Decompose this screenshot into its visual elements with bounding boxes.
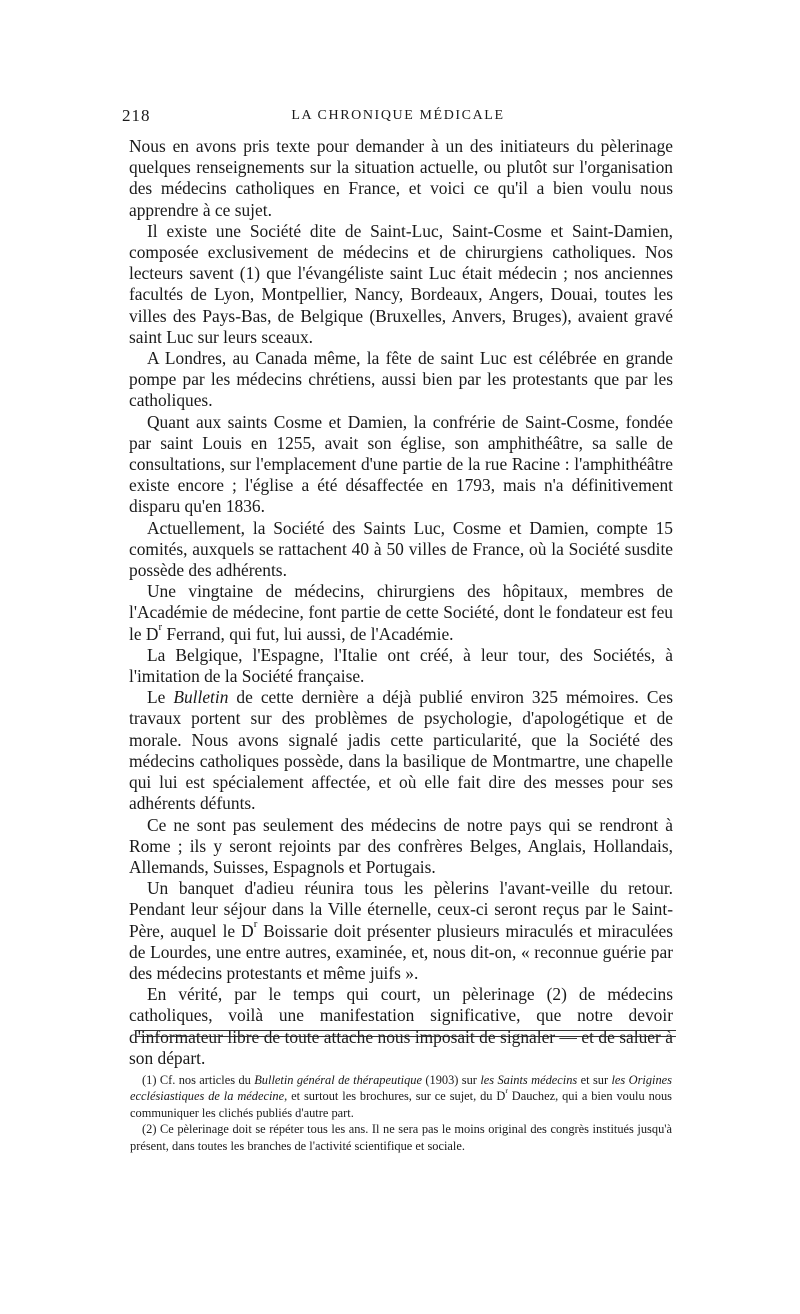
- footnote-1-text-a: (1) Cf. nos articles du: [142, 1073, 255, 1087]
- paragraph-4: Quant aux saints Cosme et Damien, la confrérie de Saint-Cosme, fondée par saint Louis en 1255, avait son église, son amphithéâtre, sa salle de consultations, sur l'emplacement d'une partie de la rue Racine : l'amphithéâtre existe encore ; l'église a été désaffectée en 1793, mais n'a définitivement disparu qu'en 1836.: [129, 411, 673, 517]
- paragraph-8: [129, 687, 673, 814]
- footnote-1-italic-1: Bulletin général de thérapeutique: [254, 1073, 422, 1087]
- footnote-divider-bottom: [136, 1036, 676, 1037]
- footnote-1-italic-2: les Saints médecins: [480, 1073, 578, 1087]
- footnote-1-text-c: et sur: [577, 1073, 612, 1087]
- running-title: LA CHRONIQUE MÉDICALE: [291, 108, 505, 123]
- footnote-divider-top: [136, 1030, 676, 1031]
- paragraph-10-text-a: Un banquet d'adieu réunira tous les pèlerins l'avant-veille du retour. Pendant leur séjour dans la Ville éternelle, ceux-ci seront reçus par le Saint-Père, auquel le D: [129, 878, 673, 941]
- paragraph-8-text-b: de cette dernière a déjà publié environ 325 mémoires. Ces travaux portent sur des problèmes de psychologie, d'apologétique et de morale. Nous avons signalé jadis cette particularité, que la Société des médecins catholiques possède, dans la basilique de Montmartre, une chapelle qui lui est spécialement affectée, et où elle fait dire des messes pour ses adhérents défunts.: [129, 687, 673, 814]
- paragraph-10: [129, 878, 673, 984]
- paragraph-6-text-a: Une vingtaine de médecins, chirurgiens des hôpitaux, membres de l'Académie de médecine, font partie de cette Société, dont le fondateur est feu le D: [129, 581, 673, 644]
- paragraph-3: A Londres, au Canada même, la fête de saint Luc est célébrée en grande pompe par les médecins chrétiens, aussi bien par les protestants que par les catholiques.: [129, 348, 673, 411]
- paragraph-6: [129, 581, 673, 645]
- paragraph-8-italic: Bulletin: [173, 687, 229, 708]
- paragraph-7: La Belgique, l'Espagne, l'Italie ont créé, à leur tour, des Sociétés, à l'imitation de la Société française.: [129, 644, 673, 687]
- footnotes: [130, 1072, 672, 1154]
- paragraph-9: Ce ne sont pas seulement des médecins de notre pays qui se rendront à Rome ; ils y seront rejoints par des confrères Belges, Anglais, Hollandais, Allemands, Suisses, Espagnols et Portugais.: [129, 814, 673, 877]
- paragraph-5: Actuellement, la Société des Saints Luc, Cosme et Damien, compte 15 comités, auxquels se rattachent 40 à 50 villes de France, où la Société susdite possède des adhérents.: [129, 517, 673, 581]
- footnote-1: [130, 1072, 672, 1121]
- footnote-1-text-d: , et surtout les brochures, sur ce sujet, du D: [284, 1089, 506, 1104]
- footnote-1-text-b: (1903) sur: [421, 1073, 481, 1087]
- paragraph-8-text-a: Le: [147, 687, 174, 708]
- footnote-1-superscript: r: [505, 1086, 508, 1096]
- paragraph-11: En vérité, par le temps qui court, un pèlerinage (2) de médecins catholiques, voilà une manifestation significative, que notre devoir d'informateur libre de toute attache nous imposait de signaler — et de saluer à son départ.: [129, 984, 673, 1068]
- footnote-2: (2) Ce pèlerinage doit se répéter tous les ans. Il ne sera pas le moins original des congrès institués jusqu'à présent, dans toutes les branches de l'activité scientifique et sociale.: [130, 1122, 672, 1153]
- paragraph-10-superscript: r: [253, 917, 258, 930]
- footnote-1-text-e: Dauchez, qui a bien voulu nous communiquer les clichés publiés d'autre part.: [130, 1089, 672, 1120]
- paragraph-6-superscript: r: [158, 620, 163, 633]
- paragraph-1: Nous en avons pris texte pour demander à un des initiateurs du pèlerinage quelques renseignements sur la situation actuelle, ou plutôt sur l'organisation des médecins catholiques en France, et voici ce qu'il a bien voulu nous apprendre à ce sujet.: [129, 136, 673, 220]
- article-body: [129, 136, 673, 1069]
- paragraph-6-text-b: Ferrand, qui fut, lui aussi, de l'Académie.: [162, 623, 454, 644]
- page-header: [122, 106, 674, 130]
- paragraph-2: Il existe une Société dite de Saint-Luc, Saint-Cosme et Saint-Damien, composée exclusivement de médecins et de chirurgiens catholiques. Nos lecteurs savent (1) que l'évangéliste saint Luc était médecin ; nos anciennes facultés de Lyon, Montpellier, Nancy, Bordeaux, Angers, Douai, toutes les villes des Pays-Bas, de Belgique (Bruxelles, Anvers, Bruges), avaient gravé saint Luc sur leurs sceaux.: [129, 220, 673, 347]
- paragraph-10-text-b: Boissarie doit présenter plusieurs miraculés et miraculées de Lourdes, une entre autres, examinée, et, nous dit-on, « reconnue guérie par des médecins protestants et même juifs ».: [129, 920, 673, 983]
- footnote-1-italic-3: les Origines ecclésiastiques de la médecine: [130, 1073, 672, 1104]
- page-number: 218: [122, 106, 151, 125]
